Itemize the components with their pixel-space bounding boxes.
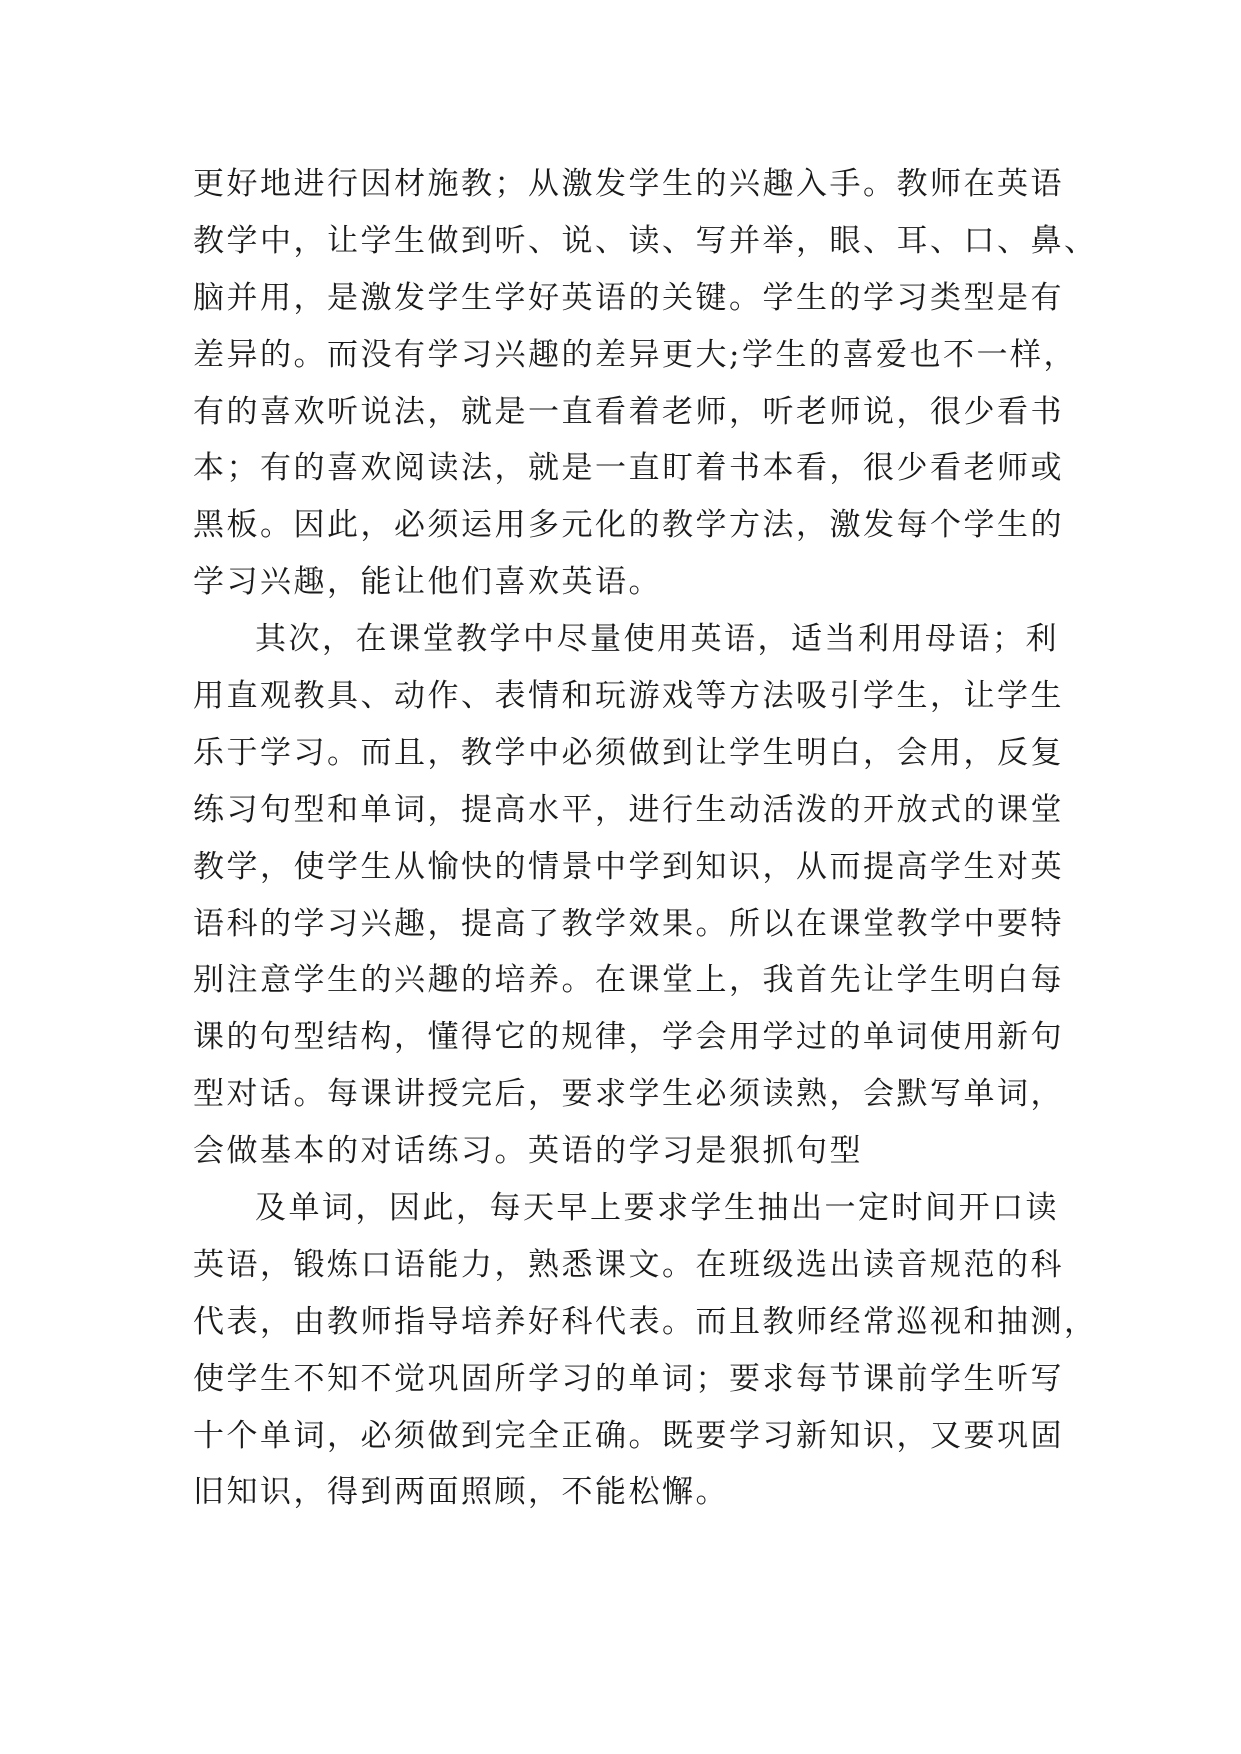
text-line: 语科的学习兴趣，提高了教学效果。所以在课堂教学中要特 [193,905,1064,942]
text-line: 脑并用，是激发学生学好英语的关键。学生的学习类型是有 [193,279,1064,316]
text-line: 英语，锻炼口语能力，熟悉课文。在班级选出读音规范的科 [193,1246,1064,1283]
text-line: 旧知识，得到两面照顾，不能松懈。 [193,1474,729,1511]
text-line: 有的喜欢听说法，就是一直看着老师，听老师说，很少看书 [193,393,1064,430]
text-line: 用直观教具、动作、表情和玩游戏等方法吸引学生，让学生 [193,678,1064,715]
text-line: 别注意学生的兴趣的培养。在课堂上，我首先让学生明白每 [193,962,1064,999]
text-line: 代表，由教师指导培养好科代表。而且教师经常巡视和抽测， [193,1303,1098,1340]
text-line: 使学生不知不觉巩固所学习的单词；要求每节课前学生听写 [193,1360,1064,1397]
text-line: 乐于学习。而且，教学中必须做到让学生明白，会用，反复 [193,734,1064,771]
text-line: 教学，使学生从愉快的情景中学到知识，从而提高学生对英 [193,848,1064,885]
text-line: 更好地进行因材施教；从激发学生的兴趣入手。教师在英语 [193,166,1064,202]
paragraph-start-line: 其次，在课堂教学中尽量使用英语，适当利用母语；利 [255,621,1059,658]
text-line: 教学中，让学生做到听、说、读、写并举，眼、耳、口、鼻、 [193,222,1098,259]
text-line: 十个单词，必须做到完全正确。既要学习新知识，又要巩固 [193,1417,1064,1454]
text-line: 练习句型和单词，提高水平，进行生动活泼的开放式的课堂 [193,791,1064,828]
text-line: 课的句型结构，懂得它的规律，学会用学过的单词使用新句 [193,1019,1064,1056]
text-line: 型对话。每课讲授完后，要求学生必须读熟，会默写单词， [193,1076,1064,1113]
text-line: 差异的。而没有学习兴趣的差异更大;学生的喜爱也不一样， [193,336,1077,373]
paragraph-start-line: 及单词，因此，每天早上要求学生抽出一定时间开口读 [255,1190,1059,1227]
body-text [193,156,1098,1521]
text-line: 会做基本的对话练习。英语的学习是狠抓句型 [193,1133,863,1170]
text-line: 学习兴趣，能让他们喜欢英语。 [193,564,662,601]
text-line: 本；有的喜欢阅读法，就是一直盯着书本看，很少看老师或 [193,450,1064,487]
text-line: 黑板。因此，必须运用多元化的教学方法，激发每个学生的 [193,507,1064,544]
